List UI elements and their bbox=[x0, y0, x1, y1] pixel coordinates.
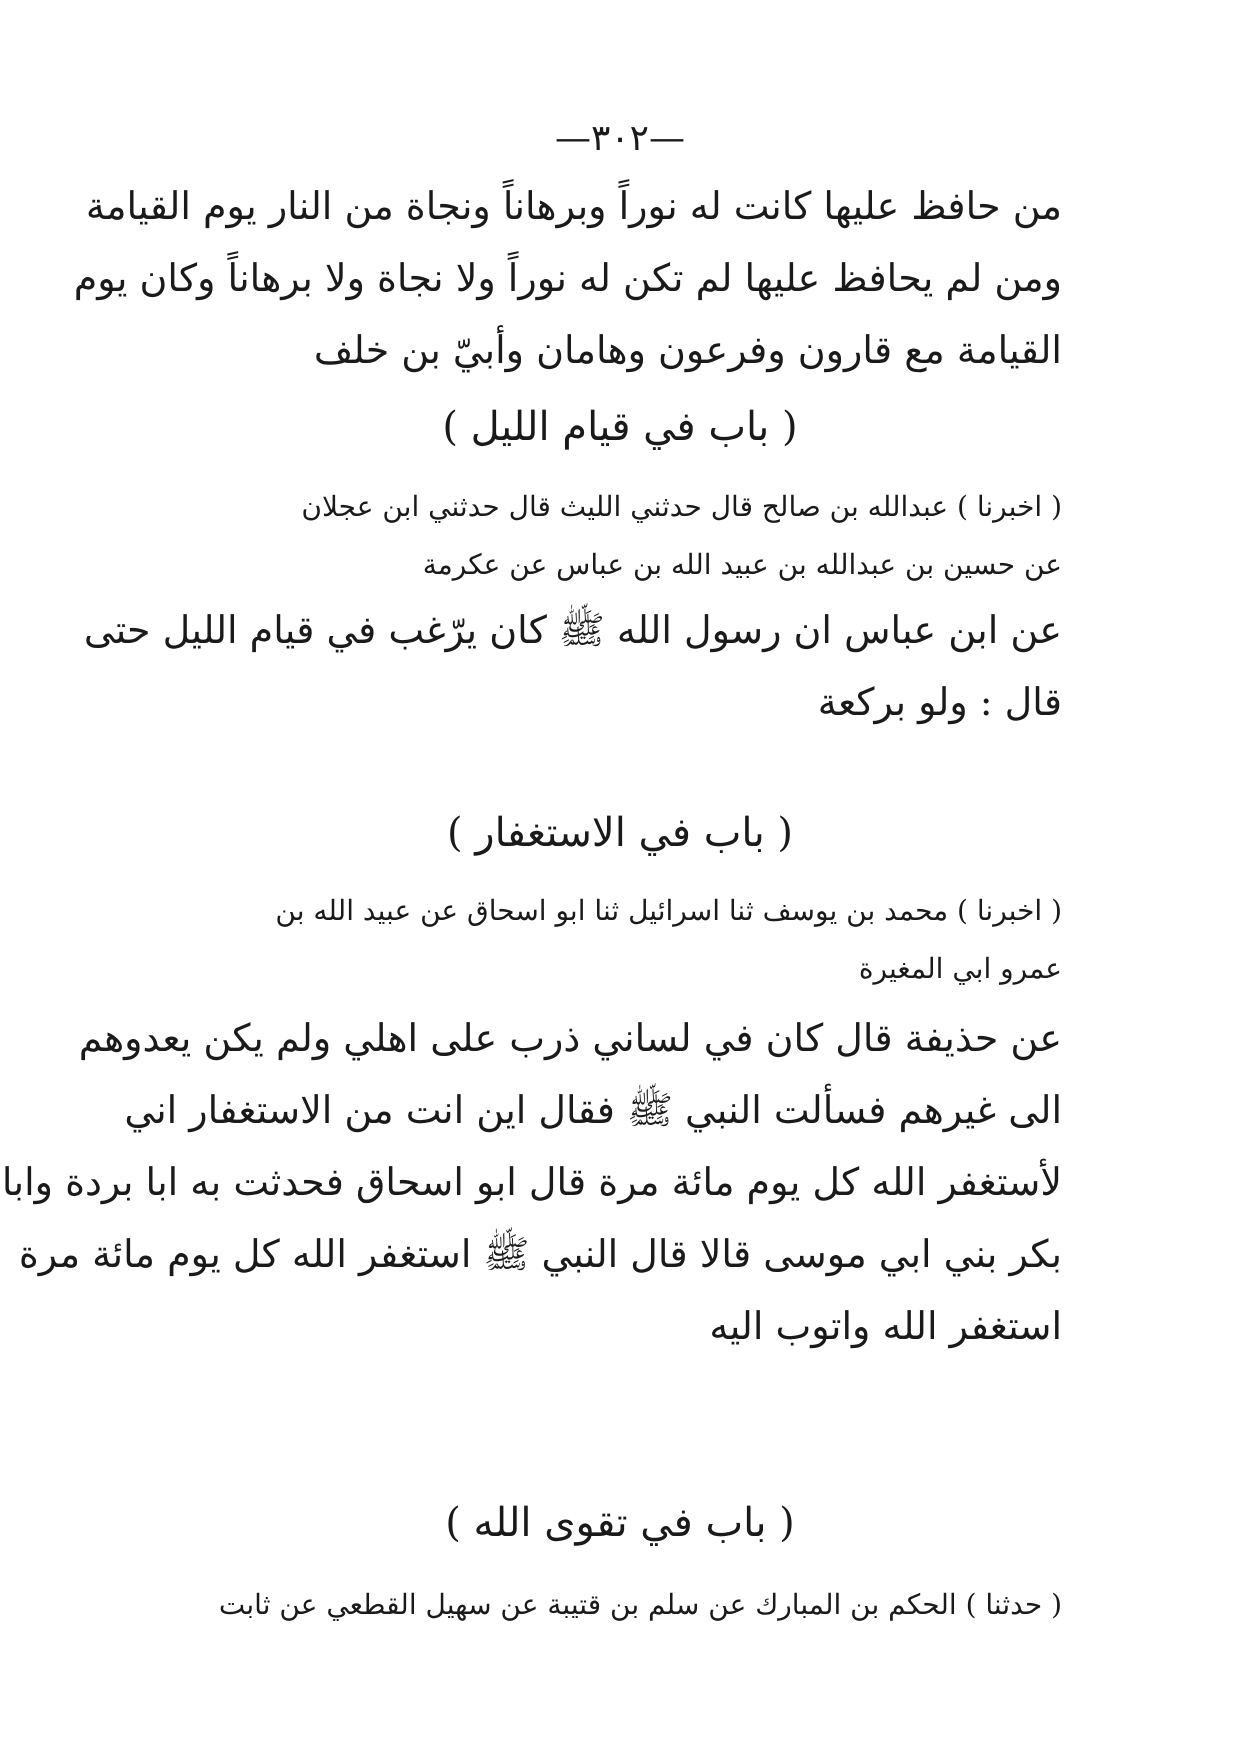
isnad-paragraph bbox=[182, 882, 1062, 998]
text-line: عن حسين بن عبدالله بن عبيد الله بن عباس عن عكرمة bbox=[422, 548, 1062, 581]
matn-paragraph bbox=[1, 1002, 1062, 1362]
text-line: ومن لم يحافظ عليها لم تكن له نوراً ولا نجاة ولا برهاناً وكان يوم bbox=[73, 256, 1062, 300]
matn-paragraph bbox=[83, 594, 1062, 738]
text-line: استغفر الله واتوب اليه bbox=[709, 1304, 1062, 1348]
isnad-paragraph bbox=[182, 478, 1062, 594]
text-line: عمرو ابي المغيرة bbox=[858, 952, 1062, 985]
text-line: ( حدثنا ) الحكم بن المبارك عن سلم بن قتيبة عن سهيل القطعي عن ثابت bbox=[218, 1588, 1062, 1621]
text-line: القيامة مع قارون وفرعون وهامان وأبيّ بن خلف bbox=[313, 328, 1062, 372]
section-heading-night-prayer: ( باب في قيام الليل ) bbox=[442, 404, 798, 450]
text-line: عن ابن عباس ان رسول الله ﷺ كان يرّغب في قيام الليل حتى bbox=[83, 608, 1062, 652]
text-line: الى غيرهم فسألت النبي ﷺ فقال اين انت من الاستغفار اني bbox=[124, 1088, 1062, 1132]
page-number: —٣٠٢— bbox=[554, 118, 685, 159]
text-line: بكر بني ابي موسى قالا قال النبي ﷺ استغفر الله كل يوم مائة مرة bbox=[18, 1232, 1062, 1276]
text-line: عن حذيفة قال كان في لساني ذرب على اهلي ولم يكن يعدوهم bbox=[78, 1016, 1062, 1060]
isnad-paragraph bbox=[182, 1576, 1062, 1634]
section-heading-istighfar: ( باب في الاستغفار ) bbox=[446, 810, 794, 856]
text-line: من حافظ عليها كانت له نوراً وبرهاناً ونجاة من النار يوم القيامة bbox=[85, 184, 1062, 228]
text-line: ( اخبرنا ) عبدالله بن صالح قال حدثني الليث قال حدثني ابن عجلان bbox=[301, 490, 1062, 523]
text-line: لأستغفر الله كل يوم مائة مرة قال ابو اسحاق فحدثت به ابا بردة وابا bbox=[1, 1160, 1062, 1204]
intro-paragraph bbox=[73, 170, 1062, 386]
text-line: ( اخبرنا ) محمد بن يوسف ثنا اسرائيل ثنا ابو اسحاق عن عبيد الله بن bbox=[275, 894, 1062, 927]
section-heading-taqwa: ( باب في تقوى الله ) bbox=[445, 1500, 795, 1546]
text-line: قال : ولو بركعة bbox=[817, 680, 1062, 724]
